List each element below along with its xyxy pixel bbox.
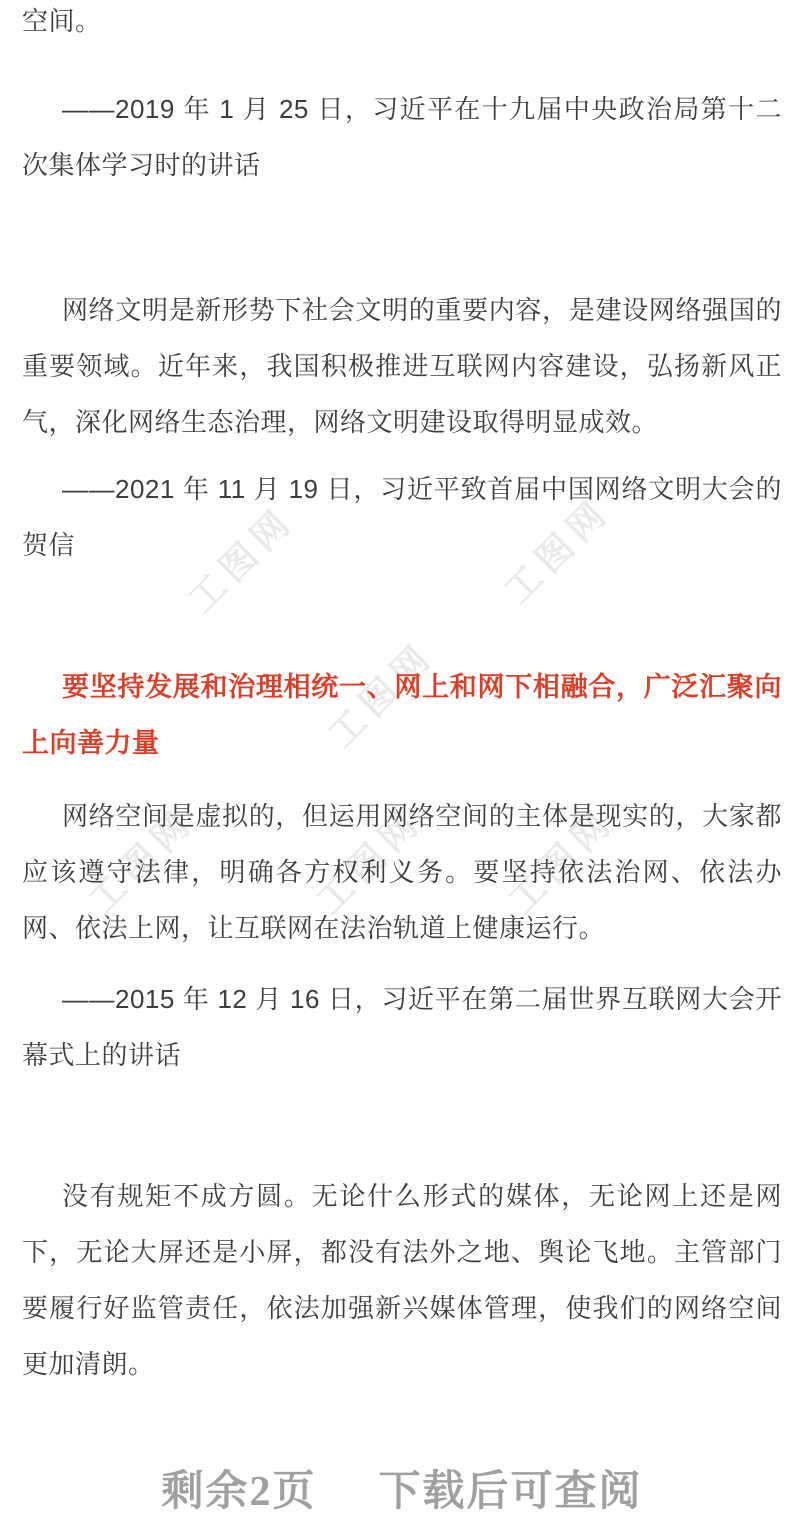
quote-attribution-2019: ——2019 年 1 月 25 日，习近平在十九届中央政治局第十二次集体学习时的讲话 <box>22 94 782 180</box>
preview-footer <box>22 1464 782 1520</box>
watermark-logo: 工图网 <box>496 489 619 612</box>
watermark-logo: 工图网 <box>500 799 623 922</box>
paragraph-media-rules: 没有规矩不成方圆。无论什么形式的媒体，无论网上还是网下，无论大屏还是小屏，都没有法外之地、舆论飞地。主管部门要履行好监管责任，依法加强新兴媒体管理，使我们的网络空间更加清朗。 <box>22 1181 782 1379</box>
paragraph-cyberspace-law: 网络空间是虚拟的，但运用网络空间的主体是现实的，大家都应该遵守法律，明确各方权利义务。要坚持依法治网、依法办网、依法上网，让互联网在法治轨道上健康运行。 <box>22 801 782 943</box>
watermark-logo: 工图网 <box>80 799 203 922</box>
paragraph-tail: 空间。 <box>22 6 102 36</box>
quote-attribution-2021: ——2021 年 11 月 19 日，习近平致首届中国网络文明大会的贺信 <box>22 474 782 560</box>
download-hint-label: 下载后可查阅 <box>378 1469 643 1515</box>
paragraph-network-civilization: 网络文明是新形势下社会文明的重要内容，是建设网络强国的重要领域。近年来，我国积极推进互联网内容建设，弘扬新风正气，深化网络生态治理，网络文明建设取得明显成效。 <box>22 295 782 437</box>
quote-attribution-2015: ——2015 年 12 月 16 日，习近平在第二届世界互联网大会开幕式上的讲话 <box>22 984 782 1070</box>
remaining-pages-label: 剩余2页 <box>161 1469 317 1515</box>
watermark-logo: 工图网 <box>180 498 303 621</box>
watermark-logo: 工图网 <box>308 799 431 922</box>
watermark-logo: 工图网 <box>320 633 443 756</box>
section-heading-red: 要坚持发展和治理相统一、网上和网下相融合，广泛汇聚向上向善力量 <box>22 672 782 758</box>
